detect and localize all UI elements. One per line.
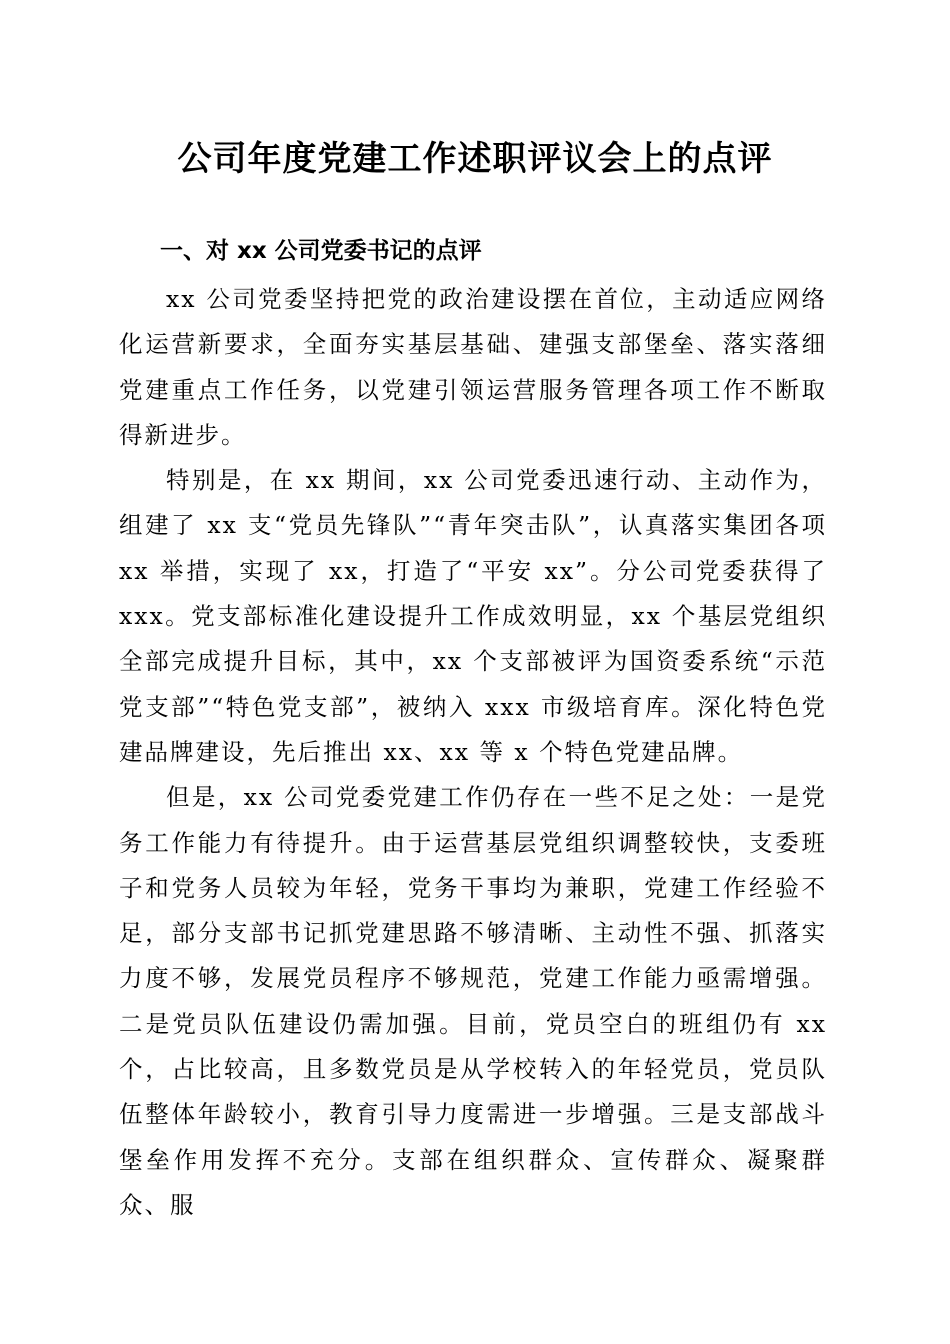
paragraph-3: 但是，xx 公司党委党建工作仍存在一些不足之处：一是党务工作能力有待提升。由于运营基层党组织调整较快，支委班子和党务人员较为年轻，党务干事均为兼职，党建工作经验不足，部分支部书记抓党建思路不够清晰、主动性不强、抓落实力度不够，发展党员程序不够规范，党建工作能力亟需增强。二是党员队伍建设仍需加强。目前，党员空白的班组仍有 xx 个，占比较高，且多数党员是从学校转入的年轻党员，党员队伍整体年龄较小，教育引导力度需进一步增强。三是支部战斗堡垒作用发挥不充分。支部在组织群众、宣传群众、凝聚群众、服 [119, 783, 827, 1219]
document-title: 公司年度党建工作述职评议会上的点评 [177, 139, 773, 179]
section-heading: 一、对 xx 公司党委书记的点评 [160, 238, 482, 264]
paragraph-1: xx 公司党委坚持把党的政治建设摆在首位，主动适应网络化运营新要求，全面夯实基层基础、建强支部堡垒、落实落细党建重点工作任务，以党建引领运营服务管理各项工作不断取得新进步。 [119, 285, 827, 449]
paragraph-2: 特别是，在 xx 期间，xx 公司党委迅速行动、主动作为，组建了 xx 支“党员先锋队”“青年突击队”，认真落实集团各项 xx 举措，实现了 xx，打造了“平安 xx”。分公司党委获得了 xxx。党支部标准化建设提升工作成效明显，xx 个基层党组织全部完成提升目标，其中，xx 个支部被评为国资委系统“示范党支部”“特色党支部”，被纳入 xxx 市级培育库。深化特色党建品牌建设，先后推出 xx、xx 等 x 个特色党建品牌。 [119, 466, 827, 766]
document-body [119, 277, 827, 1228]
